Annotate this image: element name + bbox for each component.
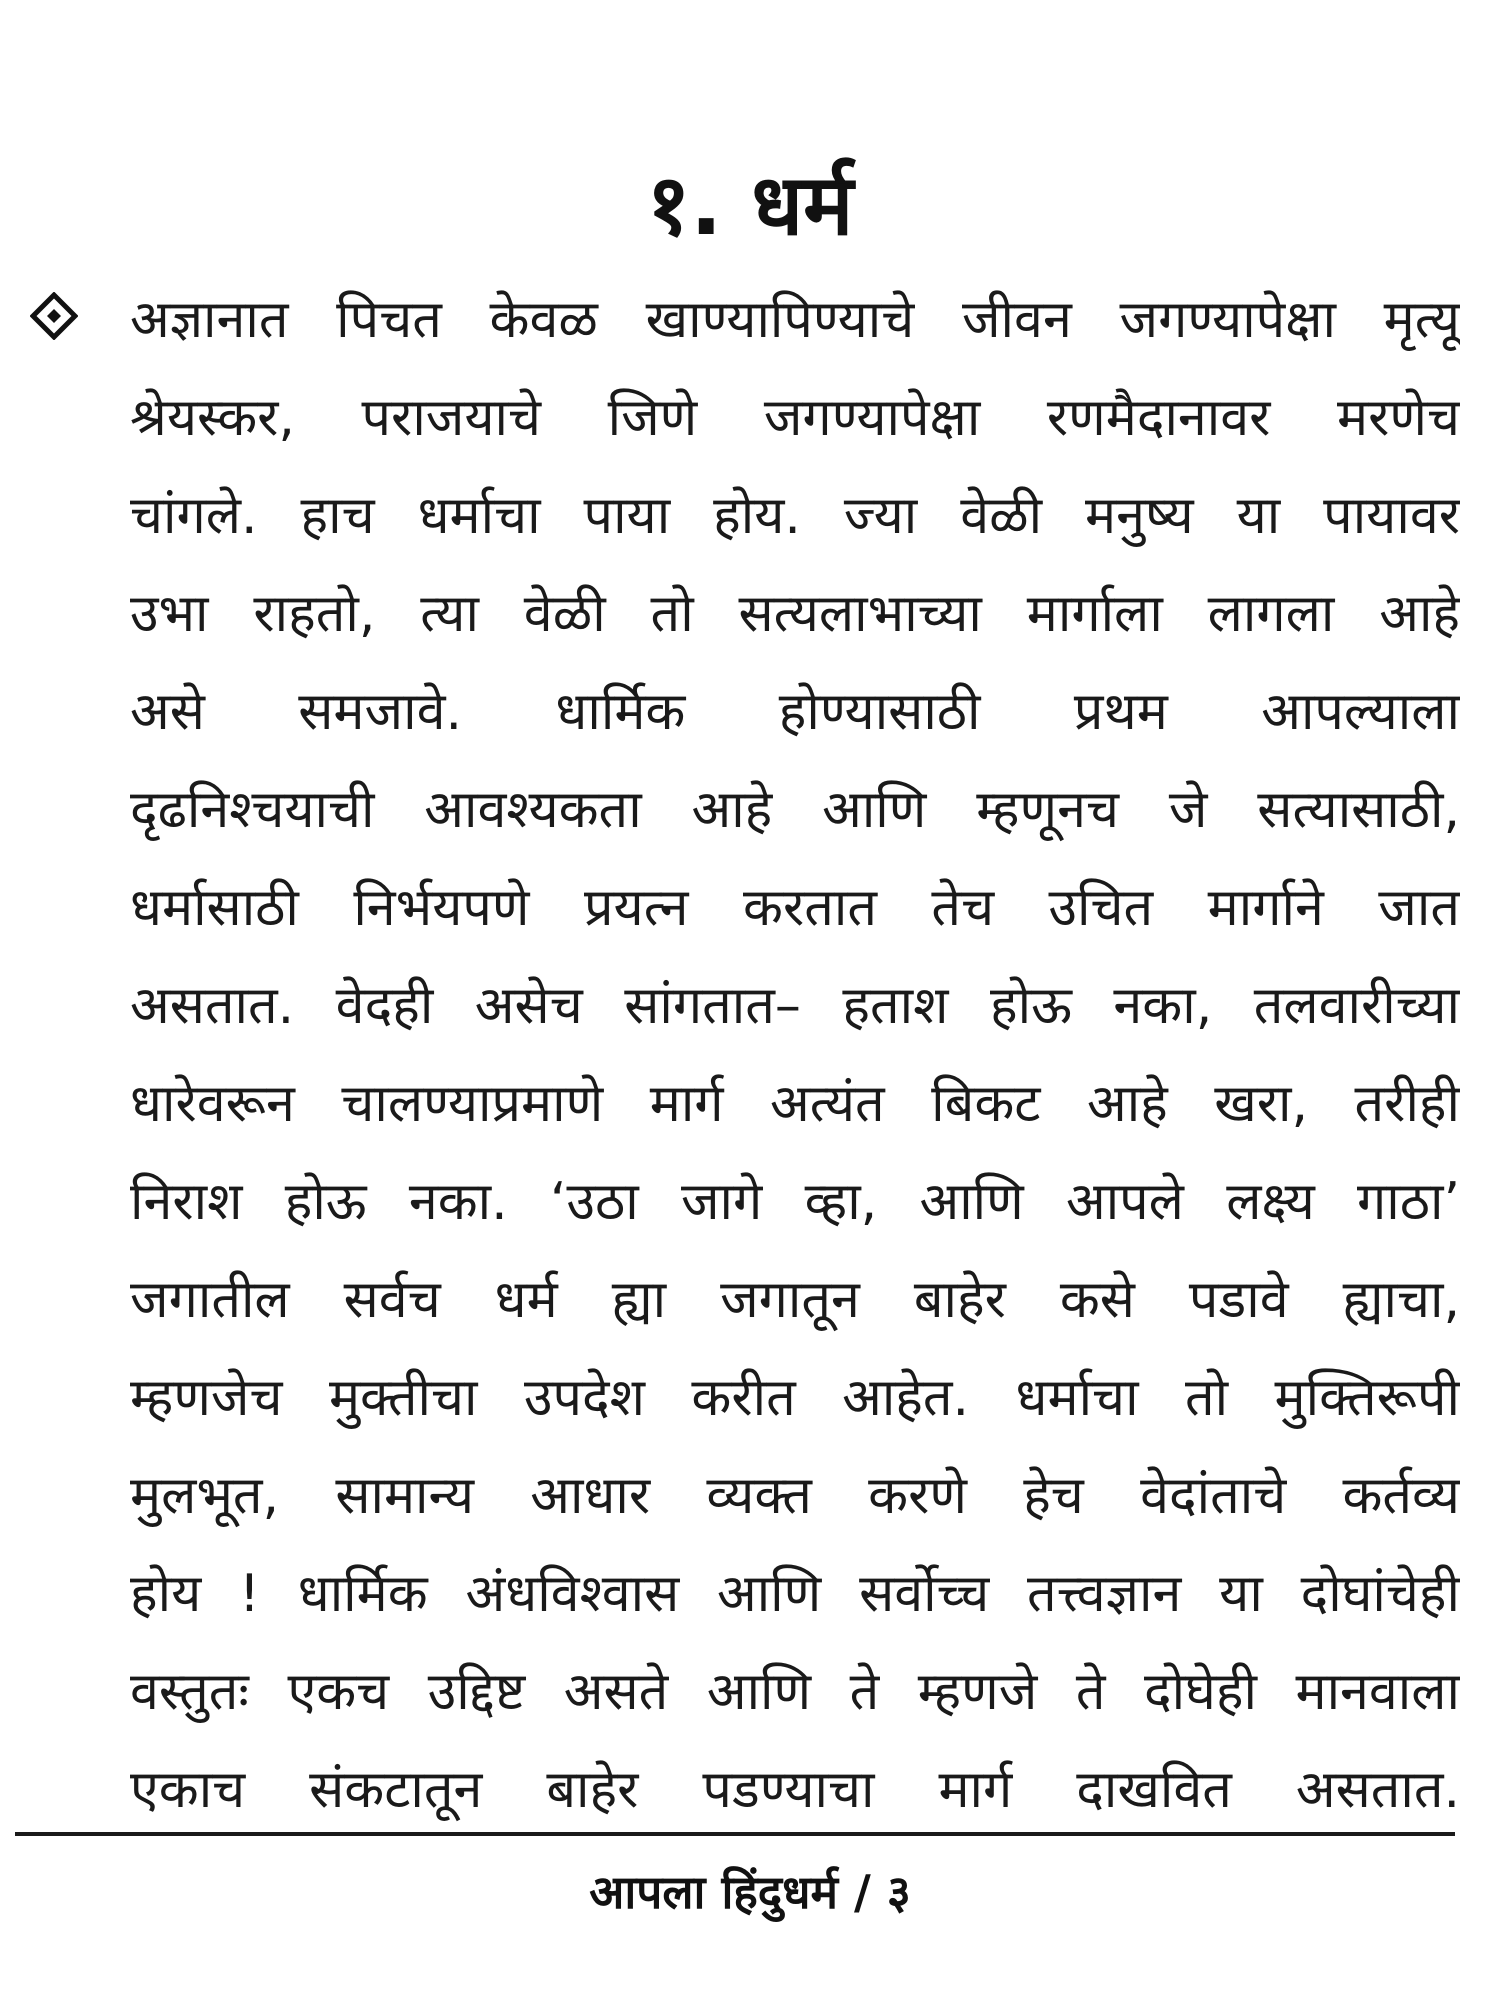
paragraph-line: वस्तुतः एकच उद्दिष्ट असते आणि ते म्हणजे ते दोघेही मानवाला	[130, 1662, 1460, 1722]
paragraph-line: धर्मासाठी निर्भयपणे प्रयत्न करतात तेच उचित मार्गाने जात	[130, 878, 1460, 938]
page-title: १. धर्म	[646, 156, 854, 254]
paragraph-line: असे समजावे. धार्मिक होण्यासाठी प्रथम आपल्याला	[130, 682, 1460, 742]
footer-divider	[15, 1832, 1455, 1836]
paragraph-line: असतात. वेदही असेच सांगतात– हताश होऊ नका, तलवारीच्या	[130, 976, 1460, 1036]
paragraph-line: श्रेयस्कर, पराजयाचे जिणे जगण्यापेक्षा रणमैदानावर मरणेच	[130, 388, 1460, 448]
paragraph-line: दृढनिश्चयाची आवश्यकता आहे आणि म्हणूनच जे सत्यासाठी,	[130, 780, 1460, 840]
paragraph	[130, 280, 1460, 1848]
paragraph-line: जगातील सर्वच धर्म ह्या जगातून बाहेर कसे पडावे ह्याचा,	[130, 1270, 1460, 1330]
page-footer: आपला हिंदुधर्म / ३	[589, 1865, 911, 1919]
paragraph-line: निराश होऊ नका. ‘उठा जागे व्हा, आणि आपले लक्ष्य गाठा’	[130, 1172, 1460, 1232]
paragraph-line: उभा राहतो, त्या वेळी तो सत्यलाभाच्या मार्गाला लागला आहे	[130, 584, 1460, 644]
paragraph-line: धारेवरून चालण्याप्रमाणे मार्ग अत्यंत बिकट आहे खरा, तरीही	[130, 1074, 1460, 1134]
paragraph-line: एकाच संकटातून बाहेर पडण्याचा मार्ग दाखवित असतात.	[130, 1760, 1460, 1820]
paragraph-line: अज्ञानात पिचत केवळ खाण्यापिण्याचे जीवन जगण्यापेक्षा मृत्यू	[130, 290, 1460, 350]
paragraph-line: चांगले. हाच धर्माचा पाया होय. ज्या वेळी मनुष्य या पायावर	[130, 486, 1460, 546]
diamond-bullet-icon	[30, 292, 78, 340]
paragraph-line: म्हणजेच मुक्तीचा उपदेश करीत आहेत. धर्माचा तो मुक्तिरूपी	[130, 1368, 1460, 1428]
paragraph-line: मुलभूत, सामान्य आधार व्यक्त करणे हेच वेदांताचे कर्तव्य	[130, 1466, 1460, 1526]
paragraph-line: होय ! धार्मिक अंधविश्वास आणि सर्वोच्च तत्त्वज्ञान या दोघांचेही	[130, 1564, 1460, 1624]
